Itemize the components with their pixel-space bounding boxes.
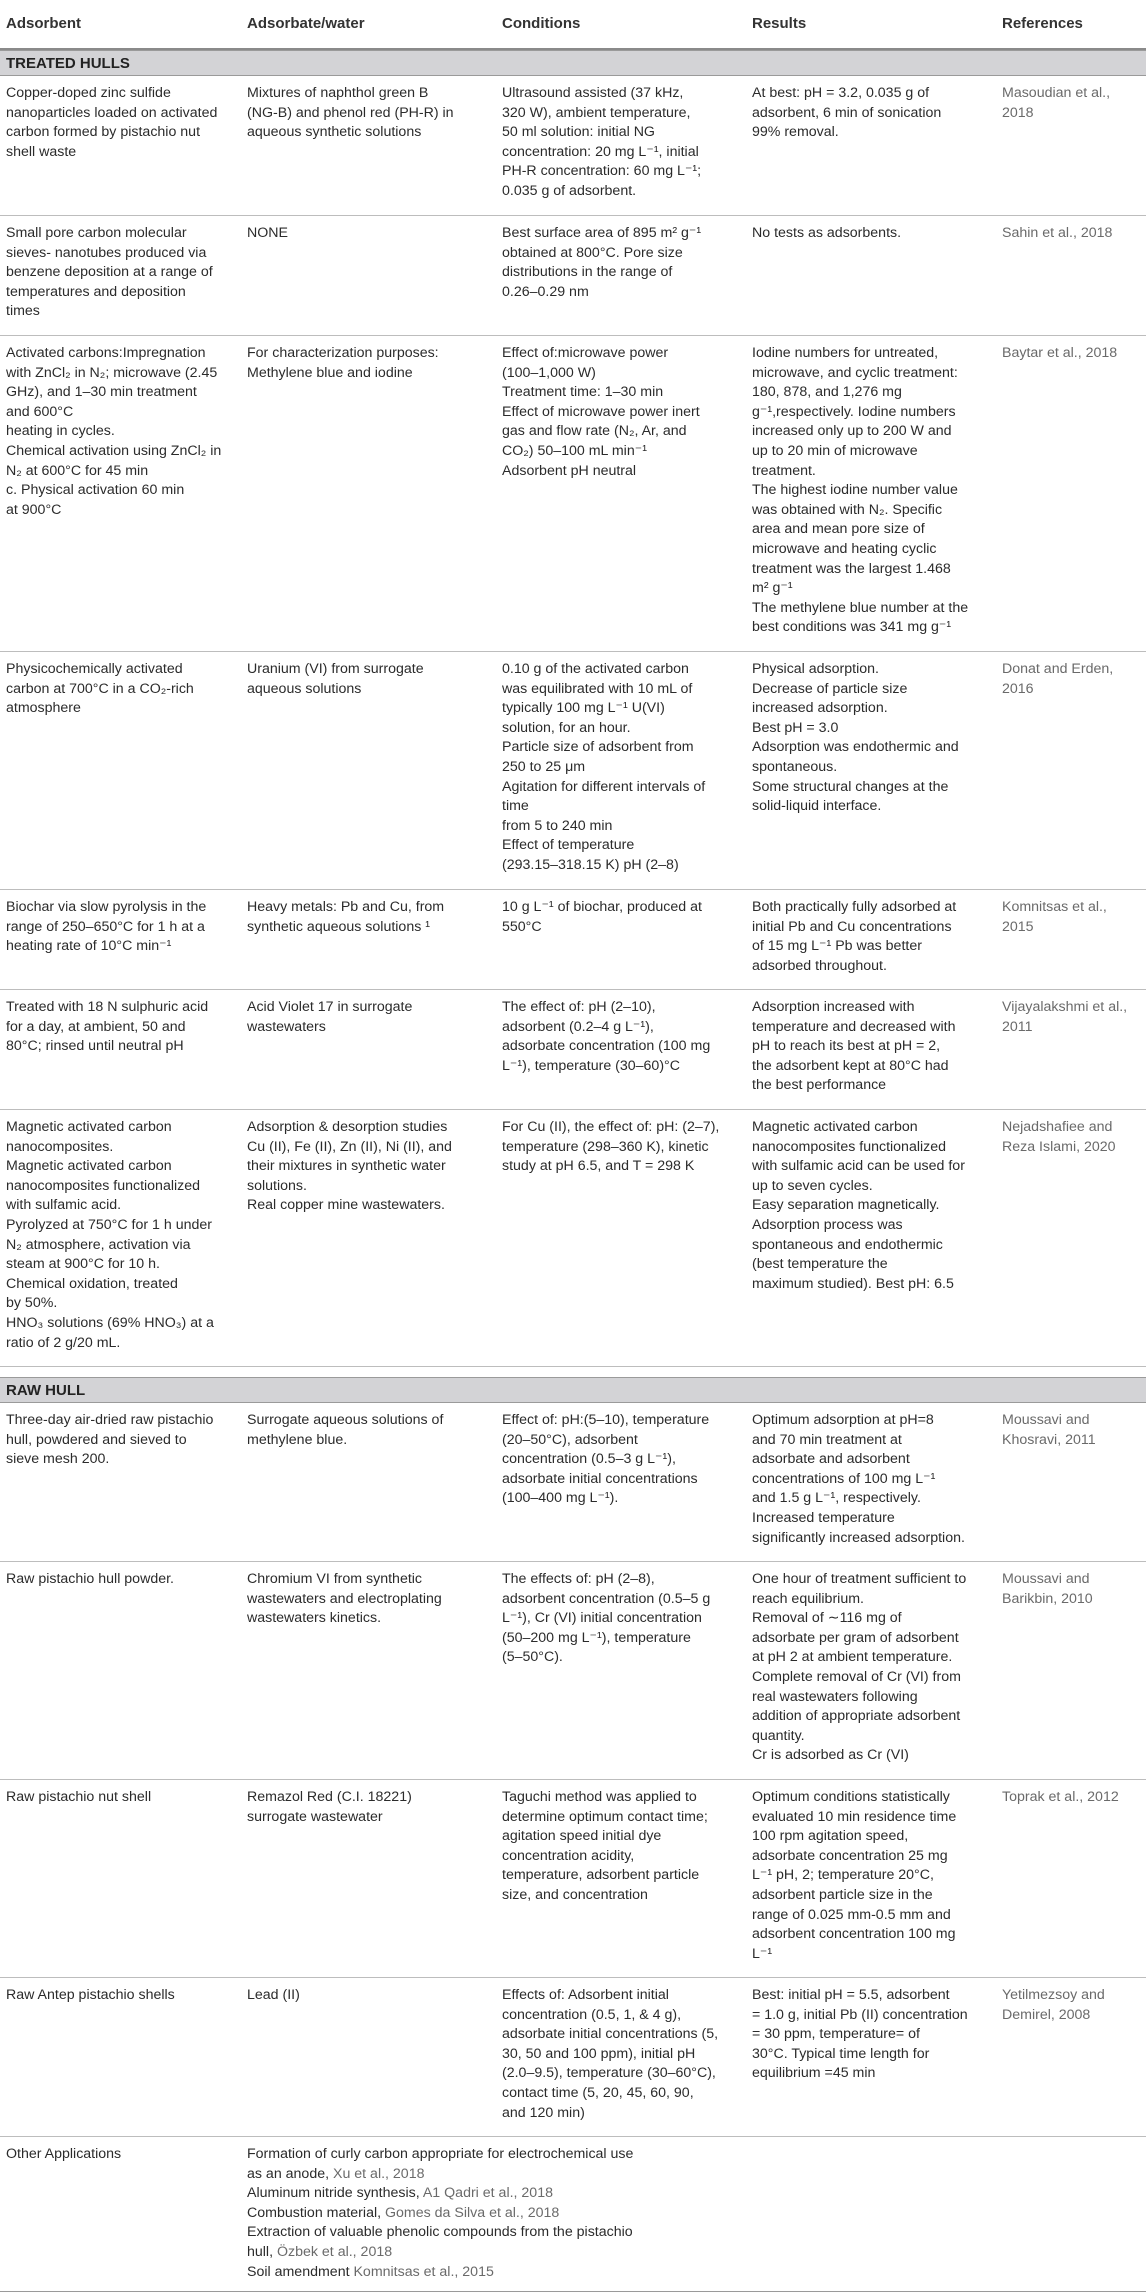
other-application-reference-link[interactable]: Xu et al., 2018 <box>332 2165 425 2182</box>
cell-adsorbate: Adsorption & desorption studies Cu (II), Fe (II), Zn (II), Ni (II), and their mixtures in synthetic water solutions. Real copper mine wastewaters. <box>247 1119 452 1214</box>
cell-adsorbate: Heavy metals: Pb and Cu, from synthetic aqueous solutions ¹ <box>247 899 445 935</box>
cell-reference: Donat and Erden, 2016 <box>1002 661 1114 697</box>
cell-conditions: 0.10 g of the activated carbon was equilibrated with 10 mL of typically 100 mg L⁻¹ U(VI) solution, for an hour. Particle size of adsorbent from 250 to 25 μm Agitation for different intervals of time from 5 to 240 min Effect of temperature (293.15–318.15 K) pH (2–8) <box>502 661 706 873</box>
other-applications-label: Other Applications <box>6 2146 122 2162</box>
section-raw-hull <box>0 1377 1146 1403</box>
cell-reference: Nejadshafiee and Reza Islami, 2020 <box>1002 1119 1116 1155</box>
treated-rows <box>0 76 1146 1367</box>
other-application-text: Aluminum nitride synthesis, <box>247 2185 423 2202</box>
cell-adsorbent: Physicochemically activated carbon at 700°C in a CO₂-rich atmosphere <box>6 661 194 717</box>
cell-conditions: Effect of:microwave power (100–1,000 W) Treatment time: 1–30 min Effect of microwave power inert gas and flow rate (N₂, Ar, and CO₂) 50–100 mL min⁻¹ Adsorbent pH neutral <box>502 345 700 479</box>
header-conditions: Conditions <box>502 15 581 32</box>
cell-results: Adsorption increased with temperature and decreased with pH to reach its best at pH = 2, the adsorbent kept at 80°C had the best performance <box>752 999 956 1094</box>
table-row <box>0 216 1146 336</box>
other-application-text: Formation of curly carbon appropriate for electrochemical use as an anode, <box>247 2146 634 2182</box>
cell-conditions: Ultrasound assisted (37 kHz, 320 W), ambient temperature, 50 ml solution: initial NG concentration: 20 mg L⁻¹, initial PH-R concentration: 60 mg L⁻¹; 0.035 g of adsorbent. <box>502 85 702 199</box>
other-application-reference-link[interactable]: Gomes da Silva et al., 2018 <box>385 2204 560 2221</box>
header-adsorbate: Adsorbate/water <box>247 15 365 32</box>
cell-adsorbate: For characterization purposes: Methylene blue and iodine <box>247 345 439 381</box>
section-label: TREATED HULLS <box>6 55 130 72</box>
cell-conditions: 10 g L⁻¹ of biochar, produced at 550°C <box>502 899 702 935</box>
cell-adsorbate: Acid Violet 17 in surrogate wastewaters <box>247 999 413 1035</box>
header-references: References <box>1002 15 1083 32</box>
cell-reference: Moussavi and Khosravi, 2011 <box>1002 1412 1096 1448</box>
cell-reference: Toprak et al., 2012 <box>1002 1789 1119 1805</box>
cell-results: One hour of treatment sufficient to reach equilibrium. Removal of ∼116 mg of adsorbate per gram of adsorbent at pH 2 at ambient temperature. Complete removal of Cr (VI) from real wastewaters following addition of appropriate adsorbent quantity. Cr is adsorbed as Cr (VI) <box>752 1571 967 1764</box>
raw-rows <box>0 1403 1146 2137</box>
section-treated-hulls <box>0 50 1146 76</box>
other-applications-list <box>247 2145 687 2282</box>
table-row <box>0 990 1146 1110</box>
other-application-item <box>247 2184 687 2204</box>
cell-results: Optimum conditions statistically evaluated 10 min residence time 100 rpm agitation speed, adsorbate concentration 25 mg L⁻¹ pH, 2; temperature 20°C, adsorbent particle size in the range of 0.025 mm-0.5 mm and adsorbent concentration 100 mg L⁻¹ <box>752 1789 957 1962</box>
table-row <box>0 76 1146 216</box>
other-application-text: Soil amendment <box>247 2263 354 2280</box>
table-row <box>0 1403 1146 1562</box>
other-application-item <box>247 2263 687 2283</box>
cell-conditions: The effect of: pH (2–10), adsorbent (0.2–4 g L⁻¹), adsorbate concentration (100 mg L⁻¹), temperature (30–60)°C <box>502 999 711 1074</box>
other-application-reference-link[interactable]: Özbek et al., 2018 <box>276 2243 393 2260</box>
cell-reference: Yetilmezsoy and Demirel, 2008 <box>1002 1987 1105 2023</box>
cell-results: No tests as adsorbents. <box>752 225 902 241</box>
cell-results: Magnetic activated carbon nanocomposites functionalized with sulfamic acid can be used for up to seven cycles. Easy separation magnetically. Adsorption process was spontaneous and endothermic (best temperature the maximum studied). Best pH: 6.5 <box>752 1119 965 1292</box>
cell-adsorbent: Treated with 18 N sulphuric acid for a day, at ambient, 50 and 80°C; rinsed until neutral pH <box>6 999 209 1055</box>
cell-adsorbent: Raw Antep pistachio shells <box>6 1987 175 2003</box>
cell-adsorbate: Remazol Red (C.I. 18221) surrogate wastewater <box>247 1789 412 1825</box>
cell-adsorbate: NONE <box>247 225 288 241</box>
cell-adsorbate: Uranium (VI) from surrogate aqueous solutions <box>247 661 424 697</box>
table-row <box>0 1110 1146 1367</box>
cell-results: Physical adsorption. Decrease of particle size increased adsorption. Best pH = 3.0 Adsorption was endothermic and spontaneous. Some structural changes at the solid-liquid interface. <box>752 661 959 815</box>
cell-adsorbent: Raw pistachio nut shell <box>6 1789 152 1805</box>
cell-results: At best: pH = 3.2, 0.035 g of adsorbent, 6 min of sonication 99% removal. <box>752 85 942 141</box>
cell-conditions: For Cu (II), the effect of: pH: (2–7), temperature (298–360 K), kinetic study at pH 6.5, and T = 298 K <box>502 1119 720 1175</box>
other-application-text: Combustion material, <box>247 2204 385 2221</box>
cell-reference: Komnitsas et al., 2015 <box>1002 899 1107 935</box>
cell-adsorbate: Lead (II) <box>247 1987 300 2003</box>
cell-reference: Sahin et al., 2018 <box>1002 225 1113 241</box>
cell-adsorbate: Mixtures of naphthol green B (NG-B) and phenol red (PH-R) in aqueous synthetic solutions <box>247 85 454 141</box>
other-applications-row <box>0 2137 1146 2292</box>
section-label: RAW HULL <box>6 1382 86 1399</box>
cell-reference: Moussavi and Barikbin, 2010 <box>1002 1571 1093 1607</box>
table-row <box>0 336 1146 652</box>
header-adsorbent: Adsorbent <box>6 15 81 32</box>
table-row <box>0 890 1146 990</box>
cell-conditions: Effects of: Adsorbent initial concentration (0.5, 1, & 4 g), adsorbate initial concentrations (5, 30, 50 and 100 ppm), initial pH (2.0–9.5), temperature (30–60°C), contact time (5, 20, 45, 60, 90, and 120 min) <box>502 1987 719 2121</box>
cell-adsorbent: Three-day air-dried raw pistachio hull, powdered and sieved to sieve mesh 200. <box>6 1412 214 1468</box>
other-application-item <box>247 2223 687 2262</box>
table-row <box>0 1562 1146 1780</box>
cell-conditions: The effects of: pH (2–8), adsorbent concentration (0.5–5 g L⁻¹), Cr (VI) initial concentration (50–200 mg L⁻¹), temperature (5–50°C). <box>502 1571 711 1666</box>
table-row <box>0 1978 1146 2137</box>
table-row <box>0 652 1146 890</box>
cell-results: Iodine numbers for untreated, microwave, and cyclic treatment: 180, 878, and 1,276 mg g⁻¹,respectively. Iodine numbers increased only up to 200 W and up to 20 min of microwave treatment. The highest iodine number value was obtained with N₂. Specific area and mean pore size of microwave and heating cyclic treatment was the largest 1.468 m² g⁻¹ The methylene blue number at the best conditions was 341 mg g⁻¹ <box>752 345 969 636</box>
table-row <box>0 1780 1146 1978</box>
cell-adsorbent: Copper-doped zinc sulfide nanoparticles loaded on activated carbon formed by pistachio nut shell waste <box>6 85 218 160</box>
cell-adsorbate: Chromium VI from synthetic wastewaters and electroplating wastewaters kinetics. <box>247 1571 442 1627</box>
table-header <box>0 0 1146 50</box>
other-application-item <box>247 2204 687 2224</box>
cell-results: Optimum adsorption at pH=8 and 70 min treatment at adsorbate and adsorbent concentrations of 100 mg L⁻¹ and 1.5 g L⁻¹, respectively. Increased temperature significantly increased adsorption. <box>752 1412 965 1546</box>
header-results: Results <box>752 15 807 32</box>
cell-results: Both practically fully adsorbed at initial Pb and Cu concentrations of 15 mg L⁻¹ Pb was better adsorbed throughout. <box>752 899 957 974</box>
other-application-item <box>247 2145 687 2184</box>
cell-reference: Baytar et al., 2018 <box>1002 345 1118 361</box>
cell-adsorbent: Small pore carbon molecular sieves- nanotubes produced via benzene deposition at a range of temperatures and deposition times <box>6 225 213 320</box>
cell-conditions: Best surface area of 895 m² g⁻¹ obtained at 800°C. Pore size distributions in the range of 0.26–0.29 nm <box>502 225 702 300</box>
cell-results: Best: initial pH = 5.5, adsorbent = 1.0 g, initial Pb (II) concentration = 30 ppm, temperature= of 30°C. Typical time length for equilibrium =45 min <box>752 1987 968 2082</box>
cell-conditions: Effect of: pH:(5–10), temperature (20–50°C), adsorbent concentration (0.5–3 g L⁻¹), adsorbate initial concentrations (100–400 mg L⁻¹). <box>502 1412 710 1507</box>
cell-reference: Vijayalakshmi et al., 2011 <box>1002 999 1128 1035</box>
other-application-reference-link[interactable]: Komnitsas et al., 2015 <box>353 2263 494 2280</box>
cell-adsorbent: Magnetic activated carbon nanocomposites. Magnetic activated carbon nanocomposites functionalized with sulfamic acid. Pyrolyzed at 750°C for 1 h under N₂ atmosphere, activation via steam at 900°C for 10 h. Chemical oxidation, treated by 50%. HNO₃ solutions (69% HNO₃) at a ratio of 2 g/20 mL. <box>6 1119 214 1351</box>
cell-reference: Masoudian et al., 2018 <box>1002 85 1111 121</box>
cell-adsorbate: Surrogate aqueous solutions of methylene blue. <box>247 1412 444 1448</box>
other-application-text: Extraction of valuable phenolic compounds from the pistachio hull, <box>247 2224 633 2260</box>
cell-conditions: Taguchi method was applied to determine optimum contact time; agitation speed initial dye concentration acidity, temperature, adsorbent particle size, and concentration <box>502 1789 708 1903</box>
cell-adsorbent: Raw pistachio hull powder. <box>6 1571 174 1587</box>
cell-adsorbent: Activated carbons:Impregnation with ZnCl₂ in N₂; microwave (2.45 GHz), and 1–30 min treatment and 600°C heating in cycles. Chemical activation using ZnCl₂ in N₂ at 600°C for 45 min c. Physical activation 60 min at 900°C <box>6 345 222 518</box>
cell-adsorbent: Biochar via slow pyrolysis in the range of 250–650°C for 1 h at a heating rate of 10°C min⁻¹ <box>6 899 207 955</box>
other-application-reference-link[interactable]: A1 Qadri et al., 2018 <box>422 2185 553 2202</box>
